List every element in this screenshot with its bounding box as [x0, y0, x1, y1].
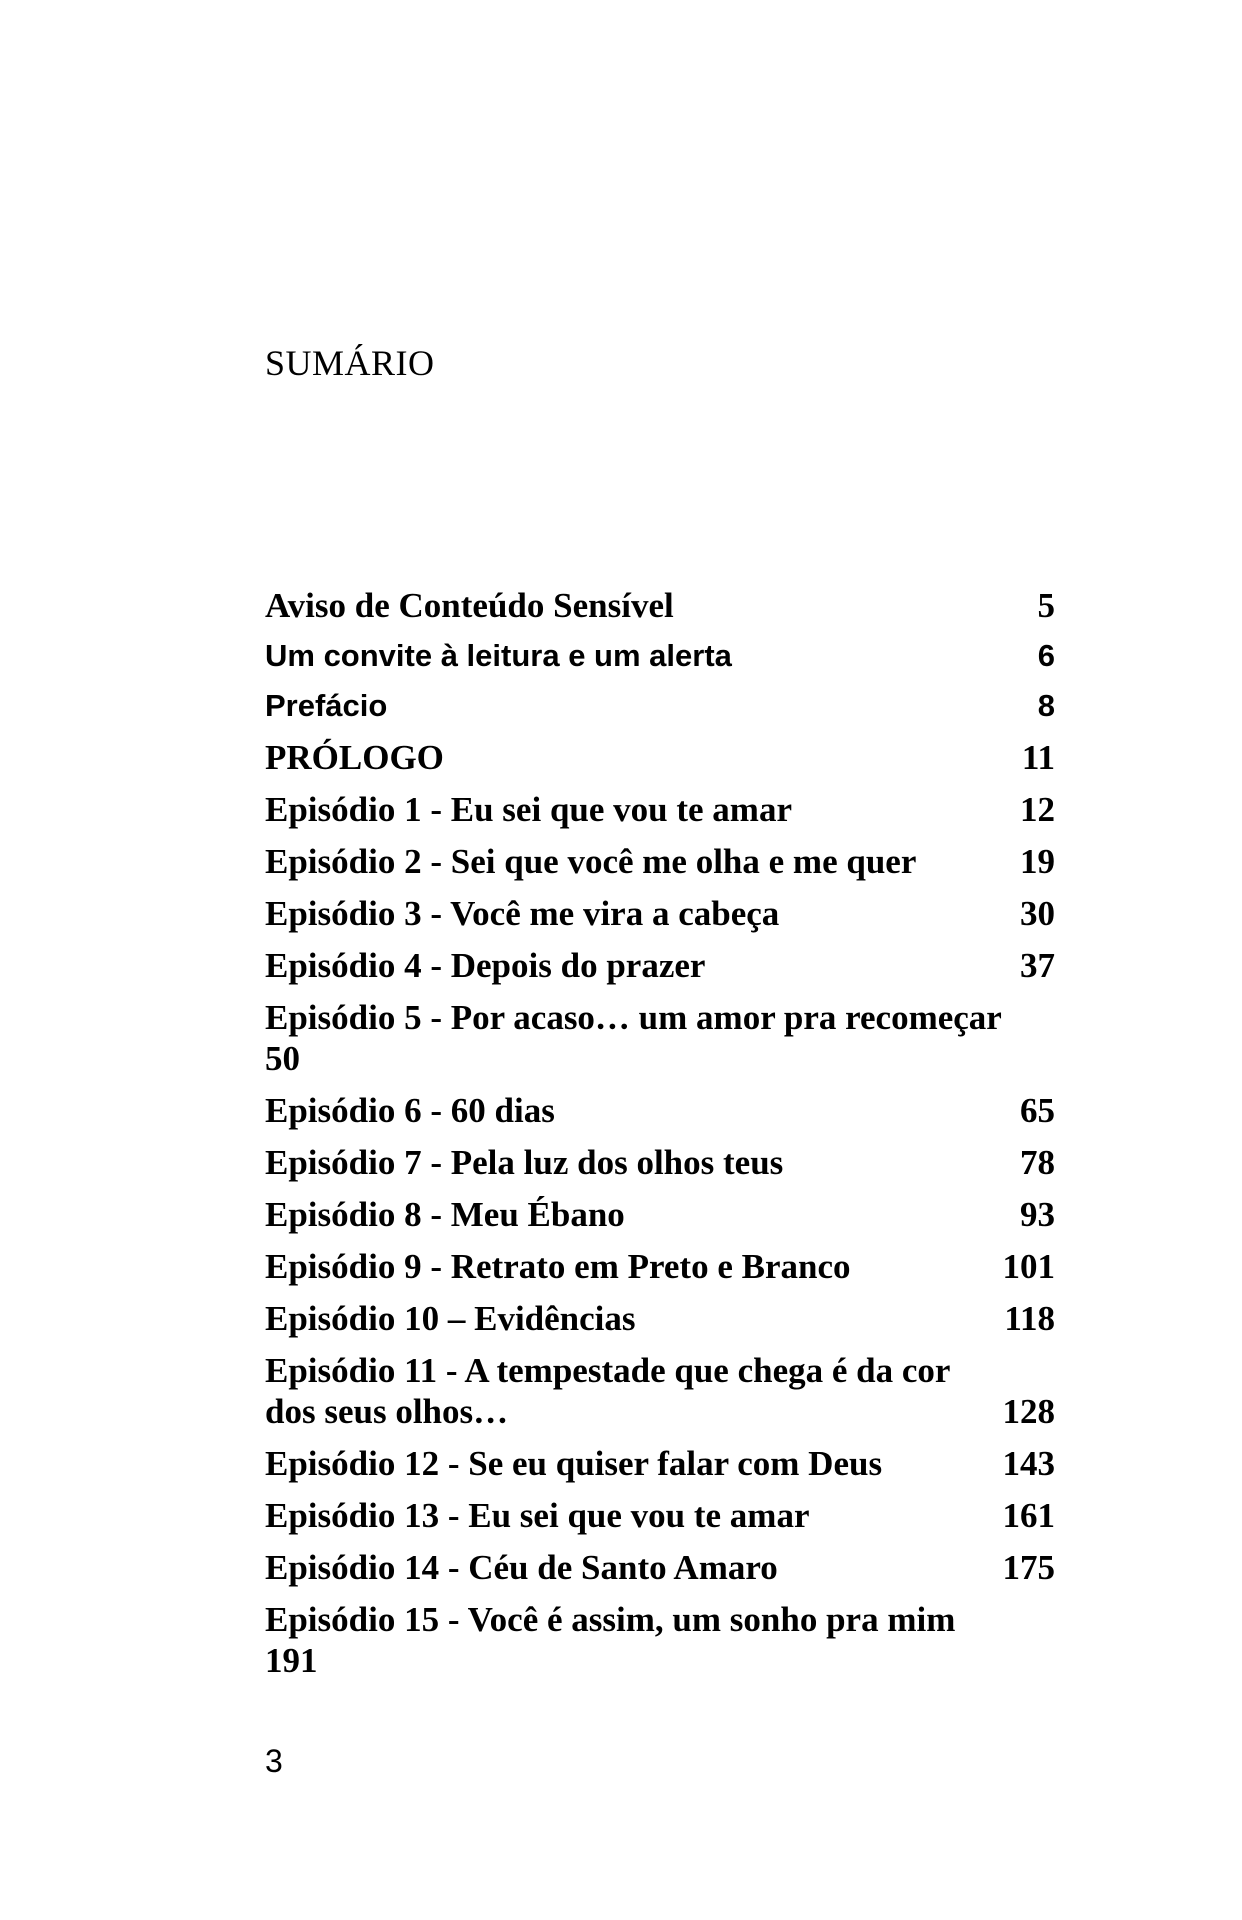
toc-entry-label: Episódio 4 - Depois do prazer	[265, 946, 706, 985]
toc-entry-label: Episódio 5 - Por acaso… um amor pra recomeçar	[265, 998, 1002, 1037]
toc-entry	[265, 1599, 1055, 1681]
toc-entry	[265, 1194, 1055, 1235]
toc-entry-page: 5	[1037, 586, 1055, 625]
toc-entry-page: 50	[265, 1039, 300, 1078]
toc-entry-page: 161	[1002, 1496, 1055, 1535]
toc-entry-label: PRÓLOGO	[265, 738, 444, 777]
toc-entry-label-line-1: Episódio 11 - A tempestade que chega é da cor	[265, 1351, 951, 1390]
toc-entry-page: 101	[1002, 1247, 1055, 1286]
toc-entry	[265, 893, 1055, 934]
toc-entry-label: Episódio 2 - Sei que você me olha e me quer	[265, 842, 917, 881]
toc-entry	[265, 945, 1055, 986]
toc-entry	[265, 737, 1055, 778]
toc-entry-page: 6	[1037, 638, 1055, 673]
page-title: SUMÁRIO	[265, 343, 435, 383]
toc-entry-page: 65	[1020, 1091, 1055, 1130]
toc-entry	[265, 637, 1055, 675]
toc-entry-page: 191	[265, 1641, 318, 1680]
toc-entry-label: Aviso de Conteúdo Sensível	[265, 586, 674, 625]
toc-entry-page: 93	[1020, 1195, 1055, 1234]
toc-entry-label: Episódio 10 – Evidências	[265, 1299, 636, 1338]
toc-entry-page: 128	[1002, 1392, 1055, 1431]
toc-entry-label: Um convite à leitura e um alerta	[265, 638, 732, 673]
toc-entry	[265, 1298, 1055, 1339]
toc-entry-label: Episódio 7 - Pela luz dos olhos teus	[265, 1143, 784, 1182]
toc-entry	[265, 1547, 1055, 1588]
toc-entry	[265, 1495, 1055, 1536]
toc-entry	[265, 1090, 1055, 1131]
page-number: 3	[265, 1743, 283, 1779]
toc-entry-page: 37	[1020, 946, 1055, 985]
toc-entry-page: 30	[1020, 894, 1055, 933]
toc-entry-page: 19	[1020, 842, 1055, 881]
toc-entry	[265, 687, 1055, 725]
toc-entry-page: 118	[1004, 1299, 1055, 1338]
toc-entry-label: Episódio 6 - 60 dias	[265, 1091, 555, 1130]
toc-entry-page: 12	[1020, 790, 1055, 829]
toc-entry-label: Episódio 9 - Retrato em Preto e Branco	[265, 1247, 851, 1286]
toc-entry-label: Episódio 15 - Você é assim, um sonho pra mim	[265, 1600, 956, 1639]
toc-entry	[265, 841, 1055, 882]
toc-entry-label: Episódio 8 - Meu Ébano	[265, 1195, 625, 1234]
toc-entry	[265, 997, 1055, 1079]
toc-entry-page: 175	[1002, 1548, 1055, 1587]
toc-entry-label: Episódio 13 - Eu sei que vou te amar	[265, 1496, 810, 1535]
toc-entry-label-line-2: dos seus olhos…	[265, 1392, 509, 1431]
toc-entry-page: 78	[1020, 1143, 1055, 1182]
toc-entry-page: 11	[1021, 738, 1055, 777]
table-of-contents	[265, 585, 1055, 1692]
toc-entry-page: 143	[1002, 1444, 1055, 1483]
toc-entry-label: Episódio 14 - Céu de Santo Amaro	[265, 1548, 778, 1587]
toc-entry	[265, 1142, 1055, 1183]
toc-entry-label: Episódio 1 - Eu sei que vou te amar	[265, 790, 792, 829]
toc-entry	[265, 585, 1055, 626]
toc-entry-page: 8	[1037, 688, 1055, 723]
toc-entry	[265, 1350, 1055, 1432]
toc-entry	[265, 1443, 1055, 1484]
toc-entry-label: Prefácio	[265, 688, 388, 723]
toc-entry-label: Episódio 12 - Se eu quiser falar com Deus	[265, 1444, 883, 1483]
toc-entry	[265, 789, 1055, 830]
toc-entry	[265, 1246, 1055, 1287]
toc-entry-label: Episódio 3 - Você me vira a cabeça	[265, 894, 780, 933]
